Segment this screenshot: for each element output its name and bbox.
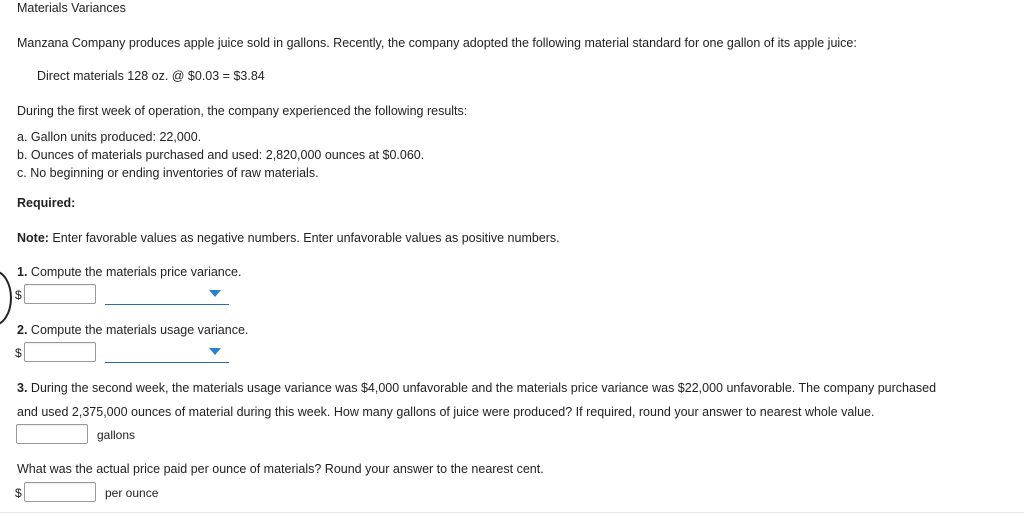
price-per-ounce-input[interactable] <box>24 482 96 502</box>
results-lead: During the first week of operation, the company experienced the following results: <box>17 104 468 118</box>
price-question: What was the actual price paid per ounce of materials? Round your answer to the nearest cent. <box>17 462 544 476</box>
question-number: 1. <box>17 265 28 279</box>
question-text: During the second week, the materials usage variance was $4,000 unfavorable and the materials price variance was $22,000 unfavorable. The company purchased <box>27 381 937 395</box>
gallons-input[interactable] <box>16 424 88 444</box>
currency-symbol: $ <box>15 288 22 302</box>
price-variance-select[interactable] <box>105 286 229 305</box>
divider <box>0 512 1024 513</box>
question-number: 3. <box>17 381 28 395</box>
question-text: Compute the materials price variance. <box>27 265 242 279</box>
price-unit: per ounce <box>105 486 159 500</box>
question-1 <box>17 265 241 279</box>
question-3-line-1 <box>17 381 936 395</box>
intro-text: Manzana Company produces apple juice sold in gallons. Recently, the company adopted the following material standard for one gallon of its apple juice: <box>17 36 857 50</box>
note-label: Note: <box>17 231 49 245</box>
list-item: a. Gallon units produced: 22,000. <box>17 130 202 144</box>
material-standard: Direct materials 128 oz. @ $0.03 = $3.84 <box>37 69 265 83</box>
usage-variance-input[interactable] <box>24 342 96 362</box>
required-heading: Required: <box>17 196 76 210</box>
chevron-down-icon <box>209 290 221 297</box>
gallons-unit: gallons <box>97 428 136 442</box>
list-item: c. No beginning or ending inventories of raw materials. <box>17 166 319 180</box>
cursor-circle-mark <box>0 270 12 326</box>
usage-variance-select[interactable] <box>105 344 229 363</box>
question-2 <box>17 323 248 337</box>
note-text: Enter favorable values as negative numbers. Enter unfavorable values as positive numbers. <box>48 231 560 245</box>
page-title: Materials Variances <box>17 1 126 15</box>
currency-symbol: $ <box>15 346 22 360</box>
price-variance-input[interactable] <box>24 284 96 304</box>
question-3-line-2: and used 2,375,000 ounces of material during this week. How many gallons of juice were produced? If required, round your answer to nearest whole value. <box>17 405 875 419</box>
question-number: 2. <box>17 323 28 337</box>
chevron-down-icon <box>209 348 221 355</box>
note <box>17 231 560 245</box>
currency-symbol: $ <box>15 486 22 500</box>
question-text: Compute the materials usage variance. <box>27 323 249 337</box>
list-item: b. Ounces of materials purchased and used: 2,820,000 ounces at $0.060. <box>17 148 425 162</box>
